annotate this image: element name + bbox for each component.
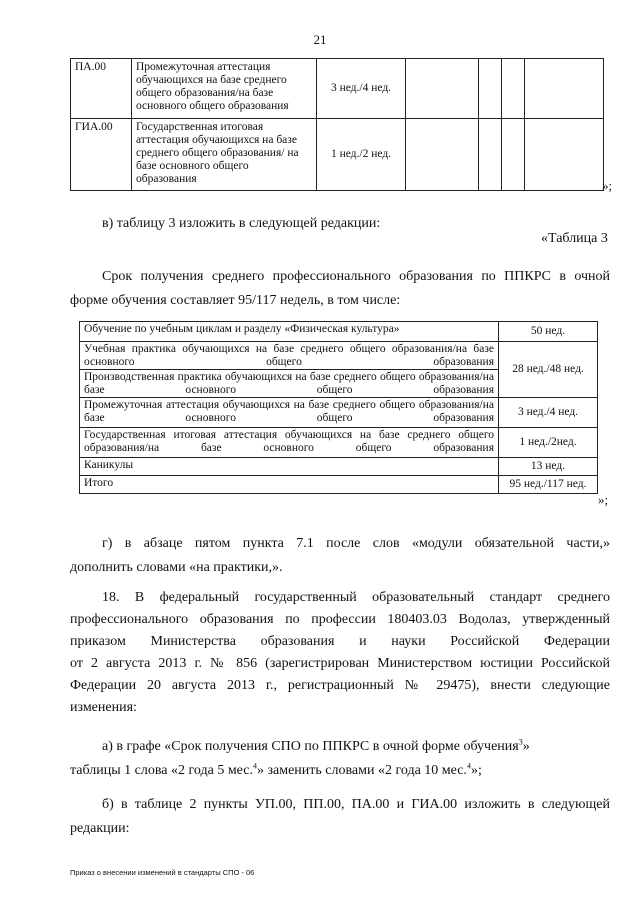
row-label: Государственная итоговая аттестация обучающихся на базе среднего общего образования/на базе основного общего образования	[80, 428, 499, 458]
table-row	[71, 119, 604, 191]
table-1-fragment	[70, 58, 604, 191]
table-row	[80, 476, 598, 494]
row-duration: 3 нед./4 нед.	[317, 59, 406, 119]
paragraph-b-line-1: б) в таблице 2 пункты УП.00, ПП.00, ПА.00 и ГИА.00 изложить в следующей	[102, 797, 610, 812]
row-name: Промежуточная аттестация обучающихся на базе среднего общего образования/на базе основного общего образования	[132, 59, 317, 119]
text-span: а) в графе «Срок получения СПО по ППКРС в очной форме обучения	[102, 739, 519, 754]
footnote-marker: 4	[252, 761, 257, 771]
srok-line-2: форме обучения составляет 95/117 недель, в том числе:	[70, 293, 401, 308]
text-span: таблицы 1 слова «2 года 5 мес.	[70, 763, 253, 778]
table-row	[80, 398, 598, 428]
p18-line: 18. В федеральный государственный образовательный стандарт среднего	[102, 590, 610, 605]
row-label: Промежуточная аттестация обучающихся на базе среднего общего образования/на базе основного общего образования	[80, 398, 499, 428]
p18-line: приказом Министерства образования и науки Российской Федерации	[70, 634, 610, 649]
paragraph-g-line-2: дополнить словами «на практики,».	[70, 560, 283, 575]
footnote-marker: 4	[466, 761, 471, 771]
empty-cell	[479, 119, 502, 191]
paragraph-a-line-2	[70, 762, 482, 780]
page-number: 21	[313, 32, 327, 47]
p18-line: изменения:	[70, 700, 137, 715]
table-3-caption: «Таблица 3	[541, 231, 608, 246]
row-duration: 1 нед./2 нед.	[317, 119, 406, 191]
text-span: » заменить словами «2 года 10 мес.	[256, 763, 467, 778]
row-label: Обучение по учебным циклам и разделу «Физическая культура»	[80, 322, 499, 342]
srok-line-1: Срок получения среднего профессионального образования по ППКРС в очной	[102, 269, 610, 284]
table-3	[79, 321, 598, 494]
paragraph-v: в) таблицу 3 изложить в следующей редакции:	[102, 216, 381, 231]
row-value: 1 нед./2нед.	[499, 428, 598, 458]
text-span: »;	[470, 763, 482, 778]
table-1-close-quote: »;	[602, 178, 613, 193]
table-row	[71, 59, 604, 119]
row-value: 95 нед./117 нед.	[499, 476, 598, 494]
row-value: 13 нед.	[499, 458, 598, 476]
table-row	[80, 428, 598, 458]
row-value: 50 нед.	[499, 322, 598, 342]
p18-line: от 2 августа 2013 г. № 856 (зарегистрирован Министерством юстиции Российской	[70, 656, 610, 671]
row-name: Государственная итоговая аттестация обучающихся на базе среднего общего образования/ на базе основного общего образования	[132, 119, 317, 191]
row-value: 3 нед./4 нед.	[499, 398, 598, 428]
table-row	[80, 458, 598, 476]
empty-cell	[525, 119, 604, 191]
table-row	[80, 342, 598, 370]
row-label: Каникулы	[80, 458, 499, 476]
row-label: Итого	[80, 476, 499, 494]
paragraph-a-line-1	[102, 738, 530, 756]
empty-cell	[479, 59, 502, 119]
row-label: Производственная практика обучающихся на базе среднего общего образования/на базе основного общего образования	[80, 370, 499, 398]
empty-cell	[406, 59, 479, 119]
row-label: Учебная практика обучающихся на базе среднего общего образования/на базе основного общего образования	[80, 342, 499, 370]
row-code: ПА.00	[71, 59, 132, 119]
empty-cell	[502, 119, 525, 191]
empty-cell	[525, 59, 604, 119]
text-span: »	[522, 739, 530, 754]
paragraph-g-line-1: г) в абзаце пятом пункта 7.1 после слов «модули обязательной части,»	[102, 536, 610, 551]
table-3-close-quote: »;	[598, 492, 609, 507]
p18-line: профессионального образования по профессии 180403.03 Водолаз, утвержденный	[70, 612, 610, 627]
footer-note: Приказ о внесении изменений в стандарты СПО - 06	[70, 868, 255, 877]
paragraph-b-line-2: редакции:	[70, 821, 130, 836]
empty-cell	[406, 119, 479, 191]
p18-line: Федерации 20 августа 2013 г., регистрационный № 29475), внести следующие	[70, 678, 610, 693]
empty-cell	[502, 59, 525, 119]
footnote-marker: 3	[518, 737, 523, 747]
row-code: ГИА.00	[71, 119, 132, 191]
row-value: 28 нед./48 нед.	[499, 342, 598, 398]
table-row	[80, 322, 598, 342]
